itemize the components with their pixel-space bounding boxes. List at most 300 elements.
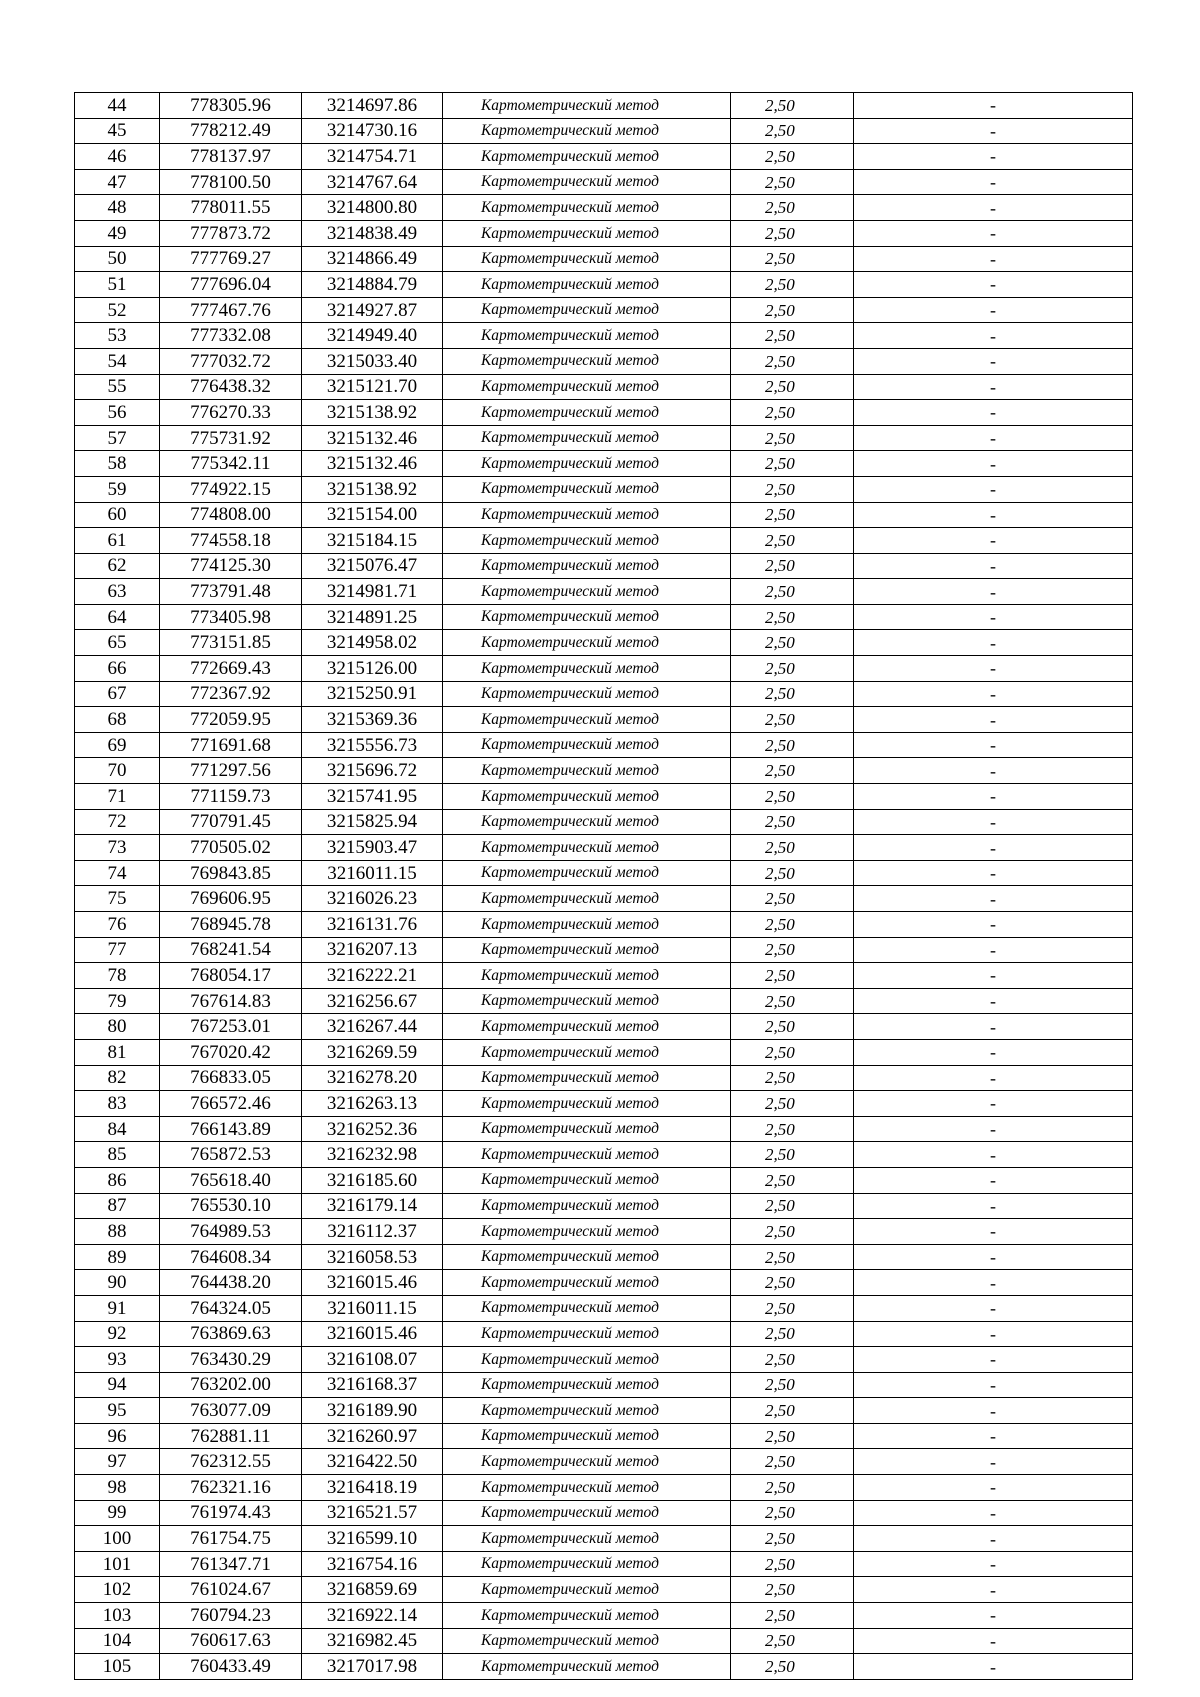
x-coordinate-cell: 760794.23 [160,1603,302,1629]
table-row [75,1167,1133,1193]
x-coordinate-cell: 778305.96 [160,93,302,119]
error-value-cell: 2,50 [731,553,854,579]
note-cell: - [854,912,1133,938]
note-cell: - [854,1603,1133,1629]
note-cell: - [854,1142,1133,1168]
note-cell: - [854,1551,1133,1577]
note-cell: - [854,1193,1133,1219]
error-value-cell: 2,50 [731,630,854,656]
error-value-cell: 2,50 [731,1091,854,1117]
point-number-cell: 51 [75,272,160,298]
x-coordinate-cell: 764438.20 [160,1270,302,1296]
point-number-cell: 95 [75,1398,160,1424]
table-row [75,1116,1133,1142]
x-coordinate-cell: 769843.85 [160,860,302,886]
error-value-cell: 2,50 [731,1423,854,1449]
error-value-cell: 2,50 [731,1372,854,1398]
method-cell: Картометрический метод [443,1526,731,1552]
table-row [75,1014,1133,1040]
note-cell: - [854,579,1133,605]
method-cell: Картометрический метод [443,1039,731,1065]
method-cell: Картометрический метод [443,374,731,400]
y-coordinate-cell: 3216418.19 [302,1475,443,1501]
x-coordinate-cell: 768945.78 [160,912,302,938]
table-row [75,451,1133,477]
point-number-cell: 86 [75,1167,160,1193]
error-value-cell: 2,50 [731,246,854,272]
table-row [75,630,1133,656]
y-coordinate-cell: 3215132.46 [302,425,443,451]
point-number-cell: 74 [75,860,160,886]
note-cell: - [854,1270,1133,1296]
point-number-cell: 46 [75,144,160,170]
method-cell: Картометрический метод [443,118,731,144]
method-cell: Картометрический метод [443,1091,731,1117]
point-number-cell: 53 [75,323,160,349]
error-value-cell: 2,50 [731,425,854,451]
table-row [75,758,1133,784]
point-number-cell: 52 [75,297,160,323]
note-cell: - [854,1065,1133,1091]
y-coordinate-cell: 3215741.95 [302,784,443,810]
point-number-cell: 62 [75,553,160,579]
point-number-cell: 102 [75,1577,160,1603]
point-number-cell: 69 [75,732,160,758]
note-cell: - [854,425,1133,451]
error-value-cell: 2,50 [731,835,854,861]
y-coordinate-cell: 3216256.67 [302,988,443,1014]
x-coordinate-cell: 770791.45 [160,809,302,835]
y-coordinate-cell: 3216131.76 [302,912,443,938]
point-number-cell: 97 [75,1449,160,1475]
method-cell: Картометрический метод [443,1372,731,1398]
y-coordinate-cell: 3215126.00 [302,656,443,682]
point-number-cell: 100 [75,1526,160,1552]
note-cell: - [854,1577,1133,1603]
method-cell: Картометрический метод [443,784,731,810]
y-coordinate-cell: 3215556.73 [302,732,443,758]
table-row [75,1372,1133,1398]
point-number-cell: 45 [75,118,160,144]
note-cell: - [854,553,1133,579]
note-cell: - [854,144,1133,170]
method-cell: Картометрический метод [443,1423,731,1449]
table-row [75,886,1133,912]
table-row [75,1398,1133,1424]
y-coordinate-cell: 3214981.71 [302,579,443,605]
method-cell: Картометрический метод [443,758,731,784]
y-coordinate-cell: 3216185.60 [302,1167,443,1193]
point-number-cell: 49 [75,220,160,246]
x-coordinate-cell: 765618.40 [160,1167,302,1193]
point-number-cell: 66 [75,656,160,682]
table-row [75,681,1133,707]
x-coordinate-cell: 773791.48 [160,579,302,605]
error-value-cell: 2,50 [731,1142,854,1168]
note-cell: - [854,835,1133,861]
x-coordinate-cell: 777769.27 [160,246,302,272]
x-coordinate-cell: 760433.49 [160,1654,302,1680]
y-coordinate-cell: 3216260.97 [302,1423,443,1449]
table-body [75,93,1133,1680]
method-cell: Картометрический метод [443,1065,731,1091]
x-coordinate-cell: 764324.05 [160,1295,302,1321]
error-value-cell: 2,50 [731,93,854,119]
y-coordinate-cell: 3216222.21 [302,963,443,989]
point-number-cell: 55 [75,374,160,400]
point-number-cell: 84 [75,1116,160,1142]
y-coordinate-cell: 3216232.98 [302,1142,443,1168]
y-coordinate-cell: 3216189.90 [302,1398,443,1424]
y-coordinate-cell: 3216278.20 [302,1065,443,1091]
note-cell: - [854,1091,1133,1117]
error-value-cell: 2,50 [731,604,854,630]
table-row [75,1628,1133,1654]
point-number-cell: 64 [75,604,160,630]
error-value-cell: 2,50 [731,374,854,400]
x-coordinate-cell: 768054.17 [160,963,302,989]
note-cell: - [854,1423,1133,1449]
note-cell: - [854,1295,1133,1321]
y-coordinate-cell: 3214927.87 [302,297,443,323]
table-row [75,579,1133,605]
error-value-cell: 2,50 [731,809,854,835]
error-value-cell: 2,50 [731,1654,854,1680]
y-coordinate-cell: 3215138.92 [302,476,443,502]
table-row [75,1654,1133,1680]
x-coordinate-cell: 771691.68 [160,732,302,758]
y-coordinate-cell: 3216982.45 [302,1628,443,1654]
table-row [75,323,1133,349]
error-value-cell: 2,50 [731,758,854,784]
y-coordinate-cell: 3214958.02 [302,630,443,656]
error-value-cell: 2,50 [731,1039,854,1065]
error-value-cell: 2,50 [731,681,854,707]
table-row [75,272,1133,298]
x-coordinate-cell: 765872.53 [160,1142,302,1168]
error-value-cell: 2,50 [731,502,854,528]
y-coordinate-cell: 3214884.79 [302,272,443,298]
table-row [75,246,1133,272]
x-coordinate-cell: 774922.15 [160,476,302,502]
table-row [75,707,1133,733]
point-number-cell: 58 [75,451,160,477]
method-cell: Картометрический метод [443,1654,731,1680]
table-row [75,220,1133,246]
method-cell: Картометрический метод [443,886,731,912]
method-cell: Картометрический метод [443,425,731,451]
point-number-cell: 68 [75,707,160,733]
method-cell: Картометрический метод [443,1116,731,1142]
y-coordinate-cell: 3216015.46 [302,1321,443,1347]
method-cell: Картометрический метод [443,1603,731,1629]
y-coordinate-cell: 3216112.37 [302,1219,443,1245]
error-value-cell: 2,50 [731,1244,854,1270]
y-coordinate-cell: 3216179.14 [302,1193,443,1219]
y-coordinate-cell: 3216108.07 [302,1347,443,1373]
table-row [75,1039,1133,1065]
point-number-cell: 50 [75,246,160,272]
table-row [75,1091,1133,1117]
point-number-cell: 80 [75,1014,160,1040]
x-coordinate-cell: 777696.04 [160,272,302,298]
x-coordinate-cell: 776270.33 [160,400,302,426]
y-coordinate-cell: 3216058.53 [302,1244,443,1270]
method-cell: Картометрический метод [443,1244,731,1270]
method-cell: Картометрический метод [443,579,731,605]
y-coordinate-cell: 3215138.92 [302,400,443,426]
y-coordinate-cell: 3215250.91 [302,681,443,707]
y-coordinate-cell: 3214754.71 [302,144,443,170]
method-cell: Картометрический метод [443,937,731,963]
x-coordinate-cell: 777467.76 [160,297,302,323]
table-row [75,425,1133,451]
note-cell: - [854,1244,1133,1270]
y-coordinate-cell: 3216026.23 [302,886,443,912]
method-cell: Картометрический метод [443,272,731,298]
note-cell: - [854,1654,1133,1680]
method-cell: Картометрический метод [443,323,731,349]
method-cell: Картометрический метод [443,169,731,195]
point-number-cell: 93 [75,1347,160,1373]
note-cell: - [854,1372,1133,1398]
table-row [75,297,1133,323]
table-row [75,1142,1133,1168]
table-row [75,348,1133,374]
table-row [75,1603,1133,1629]
method-cell: Картометрический метод [443,93,731,119]
point-number-cell: 76 [75,912,160,938]
note-cell: - [854,169,1133,195]
x-coordinate-cell: 761974.43 [160,1500,302,1526]
y-coordinate-cell: 3216263.13 [302,1091,443,1117]
table-row [75,963,1133,989]
method-cell: Картометрический метод [443,1270,731,1296]
method-cell: Картометрический метод [443,1551,731,1577]
table-row [75,912,1133,938]
table-row [75,528,1133,554]
method-cell: Картометрический метод [443,1449,731,1475]
table-row [75,553,1133,579]
error-value-cell: 2,50 [731,937,854,963]
note-cell: - [854,220,1133,246]
x-coordinate-cell: 774558.18 [160,528,302,554]
error-value-cell: 2,50 [731,400,854,426]
coordinates-table [74,92,1133,1680]
y-coordinate-cell: 3216011.15 [302,860,443,886]
note-cell: - [854,93,1133,119]
point-number-cell: 70 [75,758,160,784]
method-cell: Картометрический метод [443,604,731,630]
method-cell: Картометрический метод [443,1628,731,1654]
x-coordinate-cell: 764989.53 [160,1219,302,1245]
point-number-cell: 94 [75,1372,160,1398]
note-cell: - [854,707,1133,733]
point-number-cell: 61 [75,528,160,554]
point-number-cell: 101 [75,1551,160,1577]
point-number-cell: 85 [75,1142,160,1168]
point-number-cell: 57 [75,425,160,451]
method-cell: Картометрический метод [443,1167,731,1193]
note-cell: - [854,272,1133,298]
x-coordinate-cell: 776438.32 [160,374,302,400]
y-coordinate-cell: 3214767.64 [302,169,443,195]
y-coordinate-cell: 3216252.36 [302,1116,443,1142]
note-cell: - [854,937,1133,963]
error-value-cell: 2,50 [731,1398,854,1424]
error-value-cell: 2,50 [731,707,854,733]
y-coordinate-cell: 3216015.46 [302,1270,443,1296]
error-value-cell: 2,50 [731,579,854,605]
point-number-cell: 89 [75,1244,160,1270]
error-value-cell: 2,50 [731,1526,854,1552]
x-coordinate-cell: 774125.30 [160,553,302,579]
note-cell: - [854,297,1133,323]
y-coordinate-cell: 3216859.69 [302,1577,443,1603]
error-value-cell: 2,50 [731,1270,854,1296]
x-coordinate-cell: 762881.11 [160,1423,302,1449]
y-coordinate-cell: 3215154.00 [302,502,443,528]
note-cell: - [854,988,1133,1014]
error-value-cell: 2,50 [731,656,854,682]
table-row [75,144,1133,170]
table-row [75,1551,1133,1577]
error-value-cell: 2,50 [731,1295,854,1321]
note-cell: - [854,963,1133,989]
x-coordinate-cell: 778212.49 [160,118,302,144]
table-row [75,1577,1133,1603]
y-coordinate-cell: 3215076.47 [302,553,443,579]
table-row [75,169,1133,195]
method-cell: Картометрический метод [443,656,731,682]
x-coordinate-cell: 767253.01 [160,1014,302,1040]
x-coordinate-cell: 778100.50 [160,169,302,195]
note-cell: - [854,195,1133,221]
method-cell: Картометрический метод [443,1321,731,1347]
y-coordinate-cell: 3215903.47 [302,835,443,861]
method-cell: Картометрический метод [443,1577,731,1603]
y-coordinate-cell: 3214800.80 [302,195,443,221]
method-cell: Картометрический метод [443,630,731,656]
method-cell: Картометрический метод [443,528,731,554]
x-coordinate-cell: 773405.98 [160,604,302,630]
point-number-cell: 104 [75,1628,160,1654]
x-coordinate-cell: 773151.85 [160,630,302,656]
point-number-cell: 78 [75,963,160,989]
note-cell: - [854,630,1133,656]
method-cell: Картометрический метод [443,348,731,374]
note-cell: - [854,732,1133,758]
y-coordinate-cell: 3214949.40 [302,323,443,349]
x-coordinate-cell: 769606.95 [160,886,302,912]
method-cell: Картометрический метод [443,912,731,938]
y-coordinate-cell: 3215132.46 [302,451,443,477]
error-value-cell: 2,50 [731,1014,854,1040]
table-row [75,1193,1133,1219]
table-row [75,476,1133,502]
y-coordinate-cell: 3216269.59 [302,1039,443,1065]
x-coordinate-cell: 762321.16 [160,1475,302,1501]
table-row [75,1270,1133,1296]
method-cell: Картометрический метод [443,809,731,835]
y-coordinate-cell: 3215825.94 [302,809,443,835]
table-row [75,374,1133,400]
method-cell: Картометрический метод [443,1475,731,1501]
error-value-cell: 2,50 [731,1628,854,1654]
x-coordinate-cell: 772669.43 [160,656,302,682]
point-number-cell: 71 [75,784,160,810]
table-row [75,604,1133,630]
table-row [75,1347,1133,1373]
error-value-cell: 2,50 [731,784,854,810]
error-value-cell: 2,50 [731,1167,854,1193]
point-number-cell: 59 [75,476,160,502]
error-value-cell: 2,50 [731,1347,854,1373]
method-cell: Картометрический метод [443,451,731,477]
x-coordinate-cell: 767020.42 [160,1039,302,1065]
method-cell: Картометрический метод [443,195,731,221]
x-coordinate-cell: 778011.55 [160,195,302,221]
error-value-cell: 2,50 [731,886,854,912]
method-cell: Картометрический метод [443,297,731,323]
note-cell: - [854,1014,1133,1040]
table-row [75,1065,1133,1091]
table-row [75,1475,1133,1501]
point-number-cell: 105 [75,1654,160,1680]
method-cell: Картометрический метод [443,988,731,1014]
method-cell: Картометрический метод [443,681,731,707]
x-coordinate-cell: 775731.92 [160,425,302,451]
note-cell: - [854,1449,1133,1475]
y-coordinate-cell: 3214697.86 [302,93,443,119]
error-value-cell: 2,50 [731,1551,854,1577]
point-number-cell: 60 [75,502,160,528]
point-number-cell: 44 [75,93,160,119]
table-row [75,118,1133,144]
table-row [75,860,1133,886]
x-coordinate-cell: 761754.75 [160,1526,302,1552]
x-coordinate-cell: 761024.67 [160,1577,302,1603]
method-cell: Картометрический метод [443,1347,731,1373]
x-coordinate-cell: 770505.02 [160,835,302,861]
table-row [75,1423,1133,1449]
table-row [75,502,1133,528]
note-cell: - [854,1167,1133,1193]
point-number-cell: 65 [75,630,160,656]
x-coordinate-cell: 777032.72 [160,348,302,374]
point-number-cell: 75 [75,886,160,912]
note-cell: - [854,1628,1133,1654]
x-coordinate-cell: 767614.83 [160,988,302,1014]
note-cell: - [854,1219,1133,1245]
point-number-cell: 88 [75,1219,160,1245]
point-number-cell: 67 [75,681,160,707]
error-value-cell: 2,50 [731,1321,854,1347]
method-cell: Картометрический метод [443,502,731,528]
table-row [75,1219,1133,1245]
method-cell: Картометрический метод [443,476,731,502]
method-cell: Картометрический метод [443,860,731,886]
x-coordinate-cell: 775342.11 [160,451,302,477]
error-value-cell: 2,50 [731,220,854,246]
note-cell: - [854,528,1133,554]
error-value-cell: 2,50 [731,195,854,221]
x-coordinate-cell: 771297.56 [160,758,302,784]
y-coordinate-cell: 3214866.49 [302,246,443,272]
error-value-cell: 2,50 [731,1577,854,1603]
x-coordinate-cell: 777873.72 [160,220,302,246]
table-row [75,809,1133,835]
